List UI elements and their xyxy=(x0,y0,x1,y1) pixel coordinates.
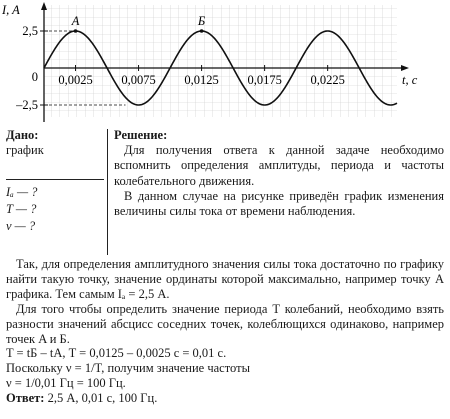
solution-paragraph-2: В данном случае на рисунке приведён график изменения величины силы тока от времени наблюдения. xyxy=(114,188,444,219)
solution-title: Решение: xyxy=(114,128,168,142)
unknown-amplitude: Iₐ — ? xyxy=(6,185,38,199)
y-tick-label: 0 xyxy=(31,70,38,84)
x-tick-label: 0,0075 xyxy=(121,73,156,87)
y-tick-label: –2,5 xyxy=(16,98,38,112)
given-title: Дано: xyxy=(6,128,39,142)
answer-line xyxy=(6,391,444,406)
x-tick-label: 0,0125 xyxy=(184,73,219,87)
y-tick-label: 2,5 xyxy=(22,24,38,38)
body-paragraph-1: Так, для определения амплитудного значения силы тока достаточно по графику найти такую точку, значение ординаты которой максимально, например точку A графика. Тем самым Iₐ = 2,5 А. xyxy=(6,257,444,301)
body-paragraph-2: Для того чтобы определить значение периода T колебаний, необходимо взять разности значений абсцисс соседних точек, колеблющихся одинаково, например точек A и Б. xyxy=(6,301,444,346)
point-marker xyxy=(74,29,78,33)
answer-label: Ответ: xyxy=(6,391,45,406)
x-axis-label: t, с xyxy=(402,73,418,87)
point-label: Б xyxy=(197,14,206,28)
frequency-equation: ν = 1/0,01 Гц = 100 Гц. xyxy=(6,376,126,391)
unknowns-list xyxy=(6,185,37,236)
plot-grid xyxy=(44,5,397,117)
x-tick-label: 0,0025 xyxy=(58,73,93,87)
x-tick-label: 0,0225 xyxy=(310,73,345,87)
given-block xyxy=(6,128,106,256)
given-value: график xyxy=(6,143,44,157)
point-label: A xyxy=(71,14,80,28)
x-tick-label: 0,0175 xyxy=(247,73,282,87)
unknown-period: T — ? xyxy=(6,202,37,216)
point-marker xyxy=(200,29,204,33)
given-solution-divider xyxy=(107,129,108,255)
unknown-frequency: ν — ? xyxy=(6,219,36,233)
solution-block xyxy=(114,128,444,219)
explanation-text xyxy=(6,257,444,406)
y-axis-label: I, A xyxy=(2,3,20,17)
body-paragraph-3: Поскольку ν = 1/T, получим значение частоты xyxy=(6,361,250,376)
period-equation: T = tБ – tА, T = 0,0125 – 0,0025 с = 0,01 с. xyxy=(6,346,227,361)
solution-paragraph-1: Для получения ответа к данной задаче необходимо вспомнить определения амплитуды, периода и частоты колебательного движения. xyxy=(114,143,444,188)
current-time-graph xyxy=(0,0,450,125)
given-divider xyxy=(6,179,104,180)
answer-value: 2,5 А, 0,01 с, 100 Гц. xyxy=(44,391,158,406)
